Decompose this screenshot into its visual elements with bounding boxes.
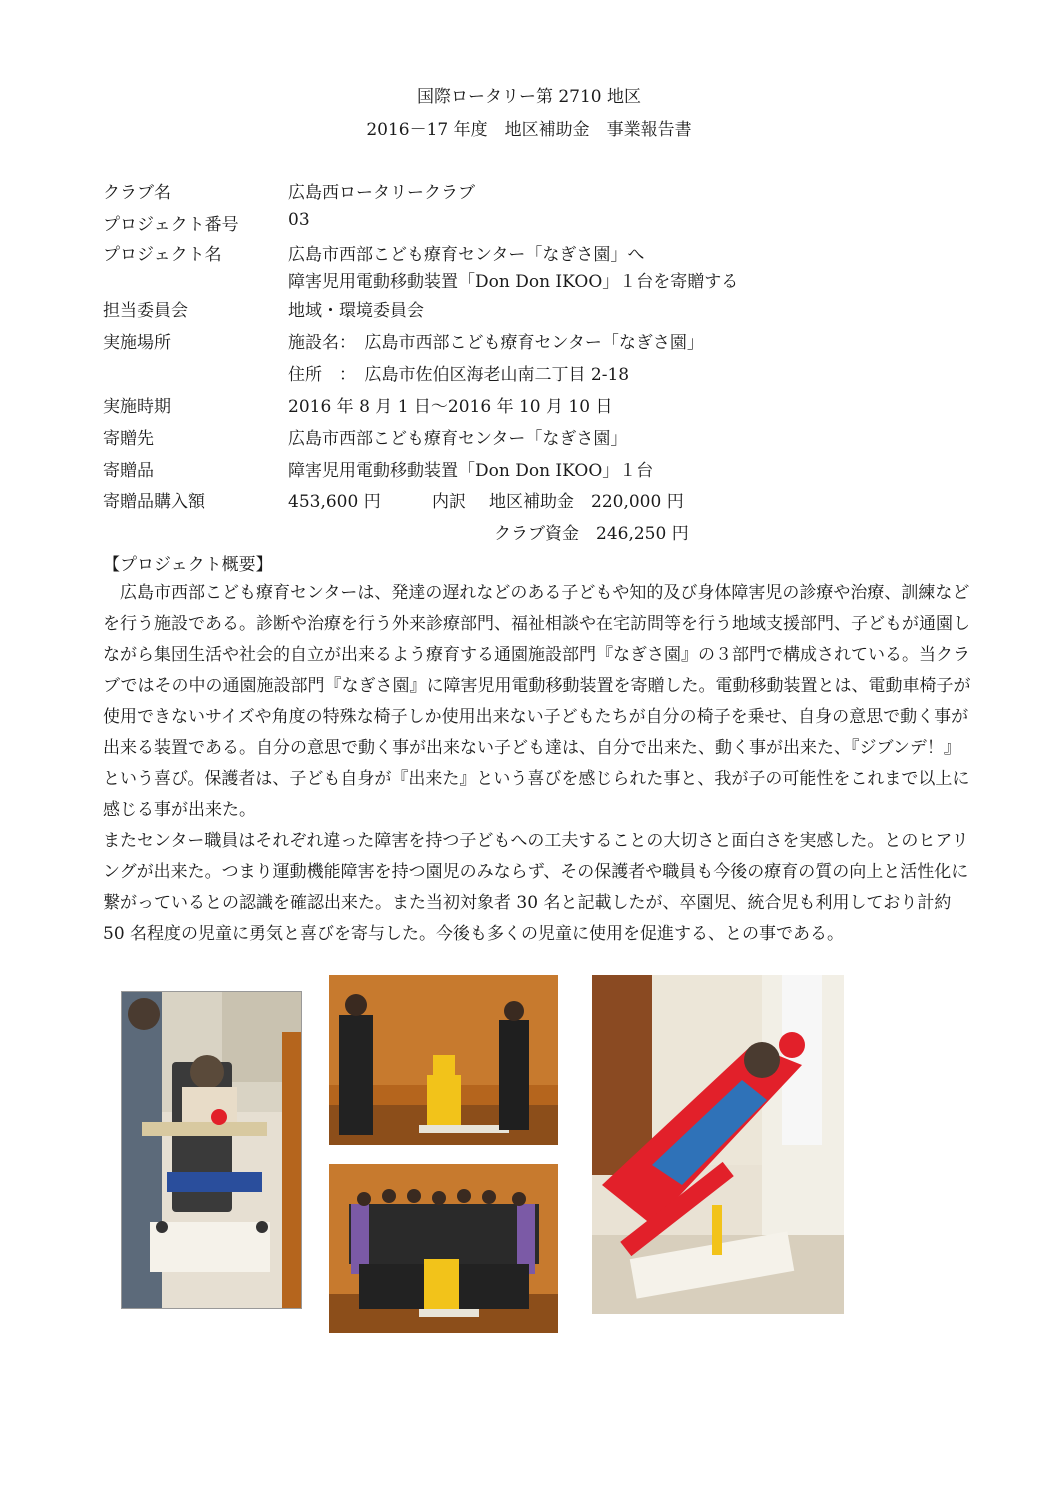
committee-value: 地域・環境委員会 bbox=[288, 301, 424, 321]
overview-paragraph-2: またセンター職員はそれぞれ違った障害を持つ子どもへの工夫することの大切さと面白さを実感した。とのヒアリングが出来た。つまり運動機能障害を持つ園児のみならず、その保護者や職員も今後の療育の質の向上と活性化に繋がっているとの認識を確認出来た。また当初対象者 30 名と記載したが、卒園児、統合児も利用しており計約 50 名程度の児童に勇気と喜びを寄与した。今後も多くの児童に使用を促進する、との事である。 bbox=[103, 831, 969, 944]
photo-child-in-device bbox=[121, 991, 302, 1309]
overview-heading: 【プロジェクト概要】 bbox=[103, 555, 273, 575]
photo-presentation bbox=[329, 975, 558, 1145]
overview-body bbox=[103, 578, 973, 950]
project-name-line2: 障害児用電動移動装置「Don Don IKOO」１台を寄贈する bbox=[288, 272, 739, 292]
period-label: 実施時期 bbox=[103, 397, 171, 417]
breakdown-label: 内訳 bbox=[432, 492, 466, 512]
recipient-label: 寄贈先 bbox=[103, 429, 154, 449]
project-name-label: プロジェクト名 bbox=[103, 245, 222, 265]
recipient-value: 広島市西部こども療育センター「なぎさ園」 bbox=[288, 429, 628, 449]
photo-group bbox=[329, 1164, 558, 1333]
project-name-line1: 広島市西部こども療育センター「なぎさ園」へ bbox=[288, 245, 645, 265]
document-title: 国際ロータリー第 2710 地区 bbox=[416, 87, 642, 107]
item-label: 寄贈品 bbox=[103, 461, 154, 481]
committee-label: 担当委員会 bbox=[103, 301, 188, 321]
amount-label: 寄贈品購入額 bbox=[103, 492, 205, 512]
period-value: 2016 年 8 月 1 日～2016 年 10 月 10 日 bbox=[288, 397, 613, 417]
item-value: 障害児用電動移動装置「Don Don IKOO」１台 bbox=[288, 461, 654, 481]
place-label: 実施場所 bbox=[103, 333, 171, 353]
place-address: 住所 ： 広島市佐伯区海老山南二丁目 2-18 bbox=[288, 365, 630, 385]
document-subtitle: 2016－17 年度 地区補助金 事業報告書 bbox=[366, 120, 692, 140]
club-value: 広島西ロータリークラブ bbox=[288, 183, 475, 203]
overview-paragraph-1: 広島市西部こども療育センターは、発達の遅れなどのある子どもや知的及び身体障害児の診療や治療、訓練などを行う施設である。診断や治療を行う外来診療部門、福祉相談や在宅訪問等を行う地域支援部門、子どもが通園しながら集団生活や社会的自立が出来るよう療育する通園施設部門『なぎさ園』の３部門で構成されている。当クラブではその中の通園施設部門『なぎさ園』に障害児用電動移動装置を寄贈した。電動移動装置とは、電動車椅子が使用できないサイズや角度の特殊な椅子しか使用出来ない子どもたちが自分の椅子を乗せ、自身の意思で動く事が出来る装置である。自分の意思で動く事が出来ない子ども達は、自分で出来た、動く事が出来た、『ジブンデ！』という喜び。保護者は、子ども自身が『出来た』という喜びを感じられた事と、我が子の可能性をこれまで以上に感じる事が出来た。 bbox=[103, 583, 971, 820]
project-number-label: プロジェクト番号 bbox=[103, 215, 239, 235]
project-number-value: 03 bbox=[288, 210, 310, 230]
breakdown-club: クラブ資金 246,250 円 bbox=[494, 524, 689, 544]
place-facility: 施設名： 広島市西部こども療育センター「なぎさ園」 bbox=[288, 333, 704, 353]
amount-value: 453,600 円 bbox=[288, 492, 381, 512]
breakdown-grant: 地区補助金 220,000 円 bbox=[489, 492, 684, 512]
photo-child-on-red-chair bbox=[592, 975, 844, 1314]
club-label: クラブ名 bbox=[103, 183, 171, 203]
